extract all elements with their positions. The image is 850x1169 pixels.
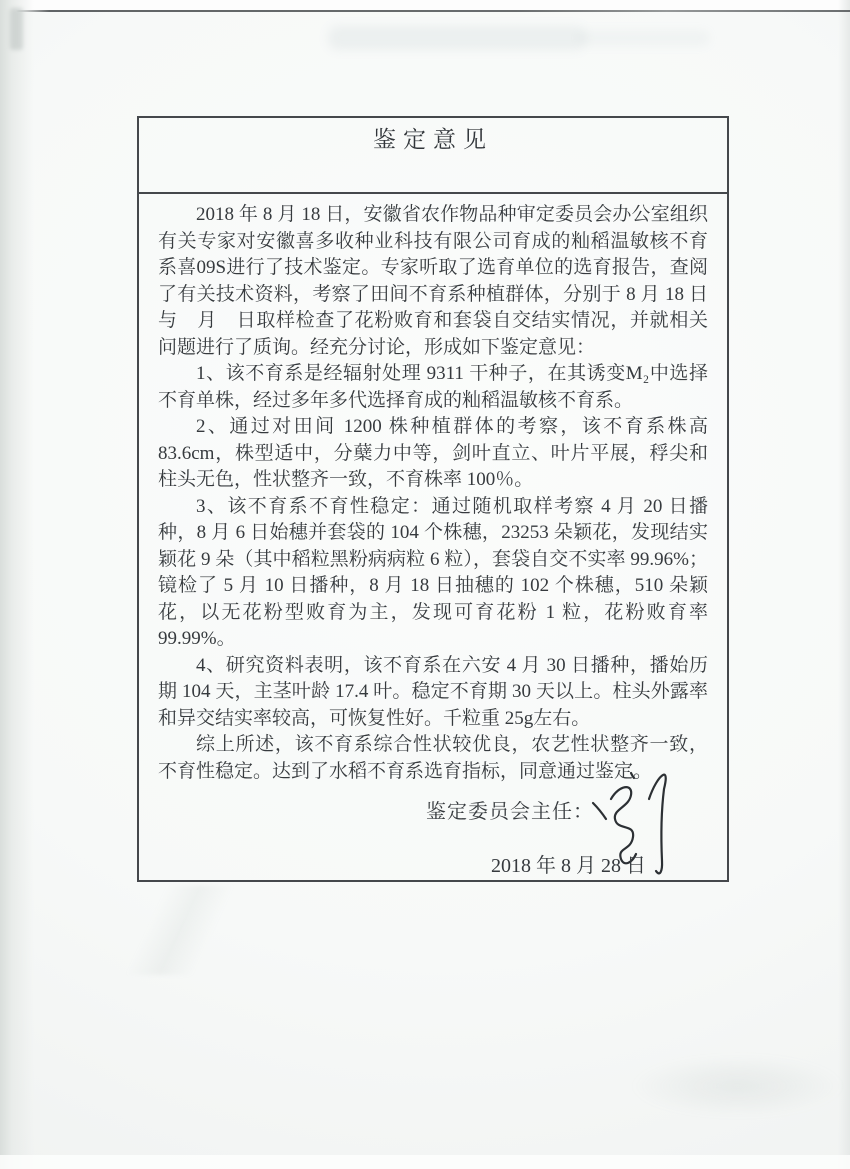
- title-section: [139, 118, 727, 194]
- paragraph-item-4: 4、研究资料表明，该不育系在六安 4 月 30 日播种，播始历期 104 天，主茎叶龄 17.4 叶。稳定不育期 30 天以上。柱头外露率和异交结实率较高，可恢复性好。千粒重 25g左右。: [158, 654, 708, 729]
- paragraph-intro: 2018 年 8 月 18 日，安徽省农作物品种审定委员会办公室组织有关专家对安徽喜多收种业科技有限公司育成的籼稻温敏核不育系喜09S进行了技术鉴定。专家听取了选育单位的选育报告，查阅了有关技术资料，考察了田间不育系种植群体，分别于 8 月 18 日与 月 日取样检查了花粉败育和套袋自交结实情况，并就相关问题进行了质询。经充分讨论，形成如下鉴定意见：: [158, 204, 708, 358]
- signature-block: [158, 785, 708, 903]
- paper-smudge: [630, 1055, 845, 1117]
- signature-date: 2018 年 8 月 28 日: [491, 855, 646, 877]
- ink-bleed-through-smudge: [578, 30, 710, 46]
- signature-label: 鉴定委员会主任：: [426, 801, 594, 823]
- document-frame: [137, 116, 729, 882]
- page-title: 鉴定意见: [373, 127, 493, 152]
- scan-right-edge-shadow: [838, 0, 850, 1169]
- scan-left-edge-shadow: [0, 0, 34, 1169]
- body-section: [139, 194, 727, 903]
- scan-top-white-strip: [0, 0, 850, 10]
- paragraph-item-3: 3、该不育系不育性稳定：通过随机取样考察 4 月 20 日播种，8 月 6 日始穗并套袋的 104 个株穗，23253 朵颖花，发现结实颖花 9 朵（其中稻粒黑粉病病粒 6 粒），套袋自交不实率 99.96%；镜检了 5 月 10 日播种，8 月 18 日抽穗的 102 个株穗，510 朵颖花，以无花粉型败育为主，发现可育花粉 1 粒，花粉败育率 99.99%。: [158, 495, 708, 649]
- scanner-edge-line: [16, 10, 850, 12]
- paragraph-item-1: 1、该不育系是经辐射处理 9311 干种子，在其诱变M₂中选择不育单株，经过多年多代选择育成的籼稻温敏核不育系。: [158, 363, 708, 411]
- ink-bleed-through-smudge: [328, 26, 586, 50]
- scan-bottom-strip: [0, 1155, 850, 1169]
- paragraph-conclusion: 综上所述，该不育系综合性状较优良，农艺性状整齐一致，不育性稳定。达到了水稻不育系选育指标，同意通过鉴定。: [158, 734, 708, 782]
- paragraph-item-2: 2、通过对田间 1200 株种植群体的考察，该不育系株高 83.6cm，株型适中，分蘖力中等，剑叶直立、叶片平展，稃尖和柱头无色，性状整齐一致，不育株率 100％。: [158, 416, 708, 490]
- scan-edge-mark: [10, 8, 23, 50]
